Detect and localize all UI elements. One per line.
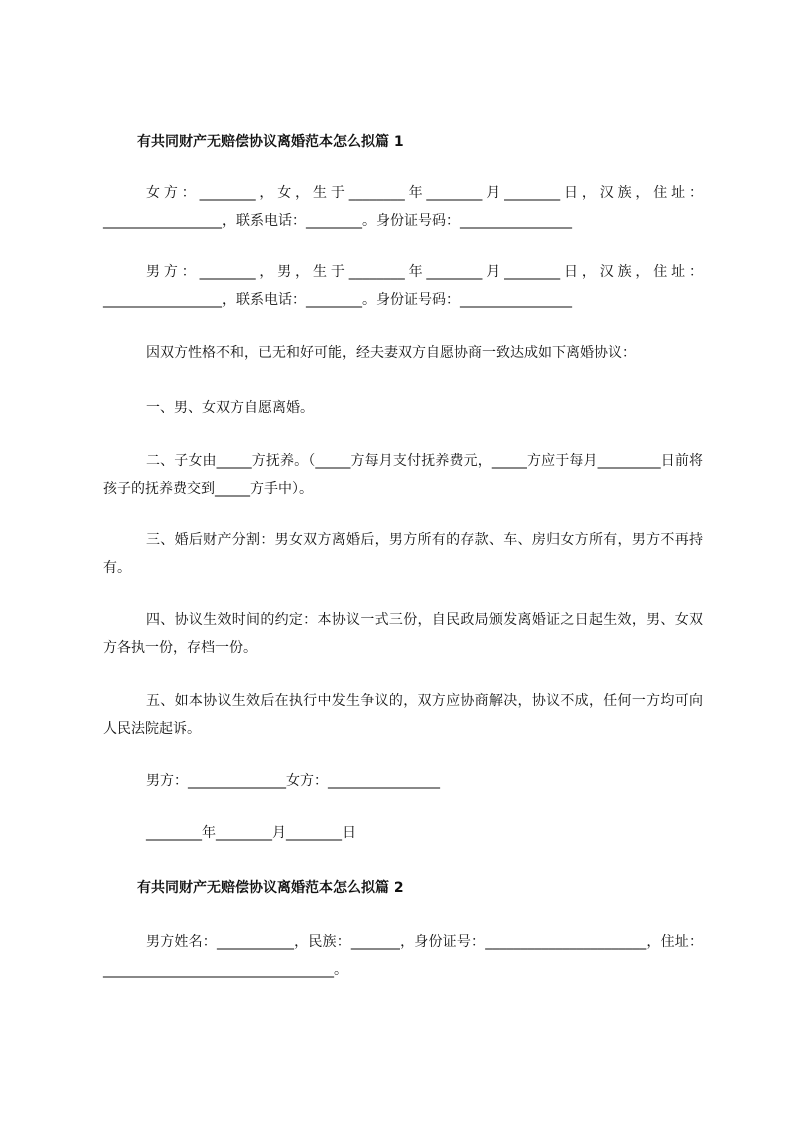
clause-2: 二、子女由_____方抚养。（_____方每月支付抚养费元，_____方应于每月_________日前将孩子的抚养费交到_____方手中）。 bbox=[103, 453, 703, 497]
date-line: ________年________月________日 bbox=[146, 825, 356, 841]
section-1-heading: 有共同财产无赔偿协议离婚范本怎么拟篇 1 bbox=[137, 134, 404, 150]
clause-4: 四、协议生效时间的约定：本协议一式三份，自民政局颁发离婚证之日起生效，男、女双方各执一份，存档一份。 bbox=[103, 612, 703, 656]
signature-line: 男方：______________女方：________________ bbox=[146, 773, 440, 789]
clause-1: 一、男、女双方自愿离婚。 bbox=[146, 400, 314, 416]
section-2-male-info-paragraph: 男方姓名：___________，民族：_______，身份证号：_______________________，住址：_________________________________。 bbox=[103, 934, 703, 978]
male-info-paragraph: 男方：________，男，生于________年________月________日，汉族，住址：_________________，联系电话：________。身份证号码：________________ bbox=[103, 264, 703, 308]
female-info-paragraph: 女方：________，女，生于________年________月________日，汉族，住址：_________________，联系电话：________。身份证号码：________________ bbox=[103, 185, 703, 229]
clause-3: 三、婚后财产分割：男女双方离婚后，男方所有的存款、车、房归女方所有，男方不再持有。 bbox=[103, 532, 703, 576]
clause-5: 五、如本协议生效后在执行中发生争议的，双方应协商解决，协议不成，任何一方均可向人民法院起诉。 bbox=[103, 693, 703, 737]
section-2-heading: 有共同财产无赔偿协议离婚范本怎么拟篇 2 bbox=[137, 880, 404, 896]
intro-paragraph: 因双方性格不和，已无和好可能，经夫妻双方自愿协商一致达成如下离婚协议： bbox=[146, 345, 636, 361]
